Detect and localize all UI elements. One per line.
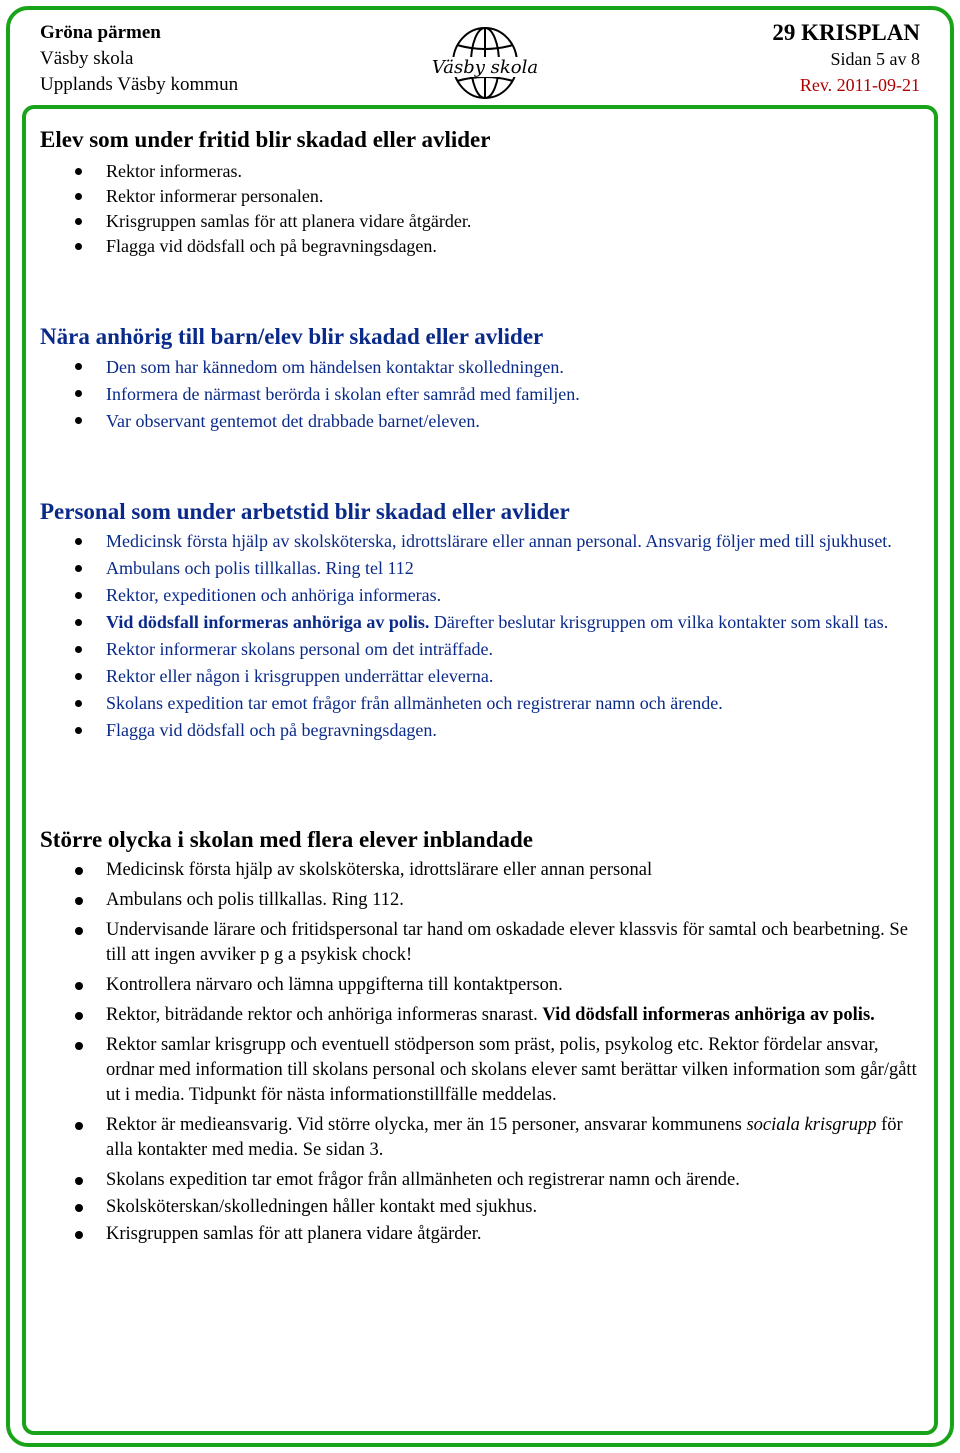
section-heading: Personal som under arbetstid blir skadad eller avlider: [40, 499, 570, 524]
list-item: [40, 1003, 930, 1028]
list-item: Rektor eller någon i krisgruppen underrättar eleverna.: [40, 664, 930, 689]
page-header: [40, 20, 920, 100]
list-item: Rektor, expeditionen och anhöriga informeras.: [40, 583, 930, 608]
bold-text: Vid dödsfall informeras anhöriga av polis.: [542, 1005, 875, 1025]
list-item: Krisgruppen samlas för att planera vidare åtgärder.: [40, 209, 930, 234]
list-item: Flagga vid dödsfall och på begravningsdagen.: [40, 234, 930, 259]
header-revision: Rev. 2011-09-21: [799, 75, 920, 95]
list-item: Rektor samlar krisgrupp och eventuell stödperson som präst, polis, psykolog etc. Rektor fördelar ansvar, ordnar med information till skolans personal och skolans elever samt berättar vilken information som går/gått ut i media. Tidpunkt för nästa informationstillfälle meddelas.: [40, 1033, 930, 1108]
list-item: Flagga vid dödsfall och på begravningsdagen.: [40, 718, 930, 743]
bullet-list: [40, 159, 930, 259]
list-item: Skolsköterskan/skolledningen håller kontakt med sjukhus.: [40, 1195, 930, 1220]
bold-text: Vid dödsfall informeras anhöriga av polis.: [106, 612, 430, 632]
list-item: Rektor informerar personalen.: [40, 184, 930, 209]
header-binder-title: Gröna pärmen: [40, 22, 161, 43]
content: [40, 125, 930, 1252]
list-item: Rektor informeras.: [40, 159, 930, 184]
section-storre-olycka: [40, 825, 930, 1247]
header-right: [772, 20, 920, 98]
bullet-list: [40, 858, 930, 1247]
logo-text: Väsby skola: [431, 57, 539, 78]
section-anhorig: [40, 322, 930, 435]
list-item: Medicinsk första hjälp av skolsköterska, idrottslärare eller annan personal. Ansvarig följer med till sjukhuset.: [40, 529, 930, 554]
list-item: Ambulans och polis tillkallas. Ring tel 112: [40, 556, 930, 581]
section-fritid: [40, 125, 930, 259]
list-item: Skolans expedition tar emot frågor från allmänheten och registrerar namn och ärende.: [40, 691, 930, 716]
item-text: Rektor är medieansvarig. Vid större olycka, mer än 15 personer, ansvarar kommunens: [106, 1115, 747, 1135]
list-item: [40, 610, 930, 635]
header-left: [40, 20, 238, 98]
section-heading: Nära anhörig till barn/elev blir skadad eller avlider: [40, 324, 544, 349]
item-text: Rektor, biträdande rektor och anhöriga informeras snarast.: [106, 1005, 543, 1025]
list-item: Rektor informerar skolans personal om det inträffade.: [40, 637, 930, 662]
list-item: Undervisande lärare och fritidspersonal tar hand om oskadade elever klassvis för samtal och bearbetning. Se till att ingen avviker p g a psykisk chock!: [40, 918, 930, 968]
list-item: [40, 1113, 930, 1163]
list-item: Kontrollera närvaro och lämna uppgifterna till kontaktperson.: [40, 973, 930, 998]
header-doc-title: 29 KRISPLAN: [772, 20, 920, 45]
list-item: Var observant gentemot det drabbade barnet/eleven.: [40, 408, 930, 435]
section-personal: [40, 497, 930, 743]
item-text: för alla kontakter med media. Se sidan 3.: [106, 1115, 903, 1160]
item-text: Därefter beslutar krisgruppen om vilka kontakter som skall tas.: [429, 612, 889, 632]
list-item: Den som har kännedom om händelsen kontaktar skolledningen.: [40, 354, 930, 381]
school-logo: [430, 23, 540, 101]
header-school: Väsby skola: [40, 48, 134, 69]
section-heading: Elev som under fritid blir skadad eller avlider: [40, 127, 491, 152]
header-municipality: Upplands Väsby kommun: [40, 74, 239, 95]
list-item: Medicinsk första hjälp av skolsköterska, idrottslärare eller annan personal: [40, 858, 930, 883]
list-item: Krisgruppen samlas för att planera vidare åtgärder.: [40, 1222, 930, 1247]
bullet-list: [40, 354, 930, 435]
section-heading: Större olycka i skolan med flera elever inblandade: [40, 827, 533, 852]
list-item: Ambulans och polis tillkallas. Ring 112.: [40, 888, 930, 913]
header-page-number: Sidan 5 av 8: [830, 49, 920, 69]
list-item: Informera de närmast berörda i skolan efter samråd med familjen.: [40, 381, 930, 408]
bullet-list: [40, 529, 930, 743]
italic-text: sociala krisgrupp: [746, 1115, 877, 1135]
list-item: Skolans expedition tar emot frågor från allmänheten och registrerar namn och ärende.: [40, 1168, 930, 1193]
